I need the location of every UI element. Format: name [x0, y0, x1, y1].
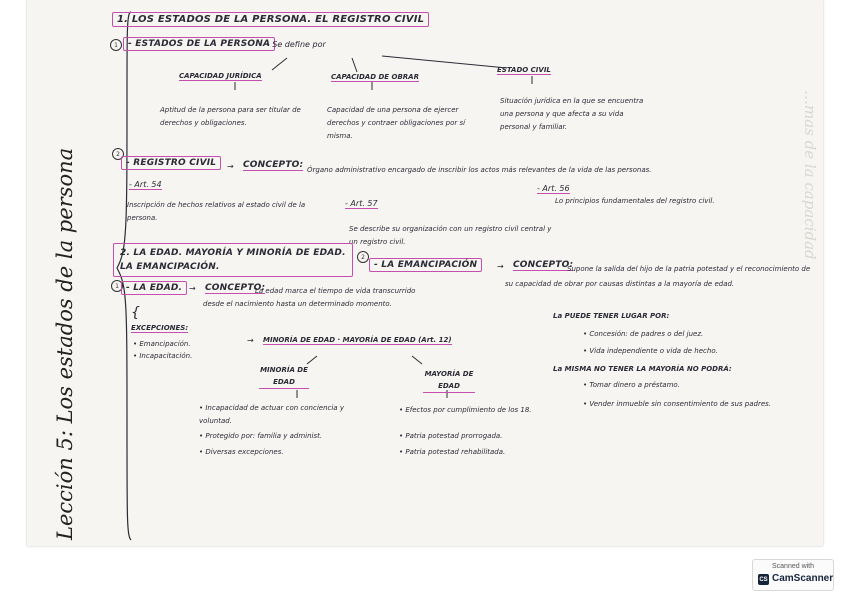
mayoria-title: La MISMA NO TENER LA MAYORÍA NO PODRÁ: — [553, 365, 732, 373]
edad-concepto-text: La edad marca el tiempo de vida transcurrido desde el nacimiento hasta un determinado momento. — [203, 287, 416, 308]
edad-concepto-label: CONCEPTO: — [205, 283, 266, 293]
puede-item-2: • Vida independiente o vida de hecho. — [583, 347, 718, 355]
section2-title-line2: LA EMANCIPACIÓN. — [120, 262, 220, 272]
arrow-glyph: → — [189, 284, 196, 293]
col1-title: CAPACIDAD JURÍDICA — [179, 72, 262, 80]
registro-concepto-text: Órgano administrativo encargado de inscribir los actos más relevantes de la vida de las personas. — [307, 166, 652, 174]
scanner-brand: CamScanner — [772, 573, 834, 584]
puede-item-1: • Concesión: de padres o del juez. — [583, 330, 704, 338]
art54-label: - Art. 54 — [129, 180, 162, 189]
section2-title-line1: 2. LA EDAD. MAYORÍA Y MINORÍA DE EDAD. — [120, 248, 346, 258]
estados-arrow-text: → Se define por — [263, 40, 326, 49]
col3-title: ESTADO CIVIL — [497, 66, 551, 74]
mayoria2-item-2: • Patria potestad prorrogada. — [399, 432, 503, 440]
excepciones-item-1: • Emancipación. — [133, 340, 191, 348]
item-number: 2 — [357, 251, 369, 263]
emancipacion-heading: - LA EMANCIPACIÓN — [369, 258, 482, 272]
mayoria2-title: MAYORÍA DE EDAD — [423, 368, 475, 393]
arrow-glyph: → — [497, 262, 504, 271]
col2-title: CAPACIDAD DE OBRAR — [331, 73, 419, 81]
art57-text: Se describe su organización con un registro civil central y un registro civil. — [349, 225, 552, 246]
excepciones-title: EXCEPCIONES: — [131, 324, 189, 332]
col3-text: Situación jurídica en la que se encuentra una persona y que afecta a su vida personal y familiar. — [500, 97, 644, 131]
excepciones-brace: { — [131, 305, 140, 321]
estados-heading: - ESTADOS DE LA PERSONA — [123, 37, 275, 51]
mayoria2-item-3: • Patria potestad rehabilitada. — [399, 448, 506, 456]
art57-label: - Art. 57 — [345, 199, 378, 208]
art56-text: Lo principios fundamentales del registro civil. — [555, 197, 715, 205]
excepciones-item-2: • Incapacitación. — [133, 352, 193, 360]
edad-heading: - LA EDAD. — [121, 281, 187, 295]
minmay-heading: MINORÍA DE EDAD · MAYORÍA DE EDAD (Art. 12) — [263, 336, 452, 344]
arrow-glyph: → — [247, 336, 254, 345]
puede-title: La PUEDE TENER LUGAR POR: — [553, 312, 670, 320]
minoria-item-2: • Protegido por: familia y administ. — [199, 432, 323, 440]
mayoria-item-1: • Tomar dinero a préstamo. — [583, 381, 680, 389]
arrow-glyph: → — [227, 162, 234, 171]
lesson-title: Lección 5: Los estados de la persona — [53, 147, 77, 540]
registro-concepto-label: CONCEPTO: — [243, 160, 304, 170]
minoria-item-3: • Diversas excepciones. — [199, 448, 284, 456]
minoria-title: MINORÍA DE EDAD — [259, 364, 309, 389]
item-number: 1 — [111, 280, 123, 292]
minoria-item-1: • Incapacidad de actuar con conciencia y voluntad. — [199, 404, 344, 425]
mayoria2-item-1: • Efectos por cumplimiento de los 18. — [399, 406, 532, 414]
col1-text: Aptitud de la persona para ser titular de derechos y obligaciones. — [160, 106, 301, 127]
mayoria-item-2: • Vender inmueble sin consentimiento de sus padres. — [583, 400, 772, 408]
art56-label: - Art. 56 — [537, 184, 570, 193]
scanner-caption: Scanned with — [771, 563, 815, 570]
notebook-page — [27, 0, 823, 546]
col2-text: Capacidad de una persona de ejercer derechos y contraer obligaciones por sí misma. — [327, 106, 466, 140]
eman-concepto-label: CONCEPTO: — [513, 260, 574, 270]
item-number: 1 — [110, 39, 122, 51]
bleed-through-text: …mas de la capacidad — [801, 90, 819, 260]
item-number: 2 — [112, 148, 124, 160]
eman-concepto-text: Supone la salida del hijo de la patria potestad y el reconocimiento de su capacidad de obrar por causas distintas a la mayoría de edad. — [505, 265, 811, 288]
camscanner-logo-icon: CS — [758, 574, 769, 585]
art54-text: Inscripción de hechos relativos al estado civil de la persona. — [127, 201, 306, 222]
registro-heading: - REGISTRO CIVIL — [121, 156, 221, 170]
section1-title: 1. LOS ESTADOS DE LA PERSONA. EL REGISTRO CIVIL — [112, 12, 429, 27]
camscanner-badge — [752, 559, 834, 591]
section2-title — [113, 243, 353, 277]
